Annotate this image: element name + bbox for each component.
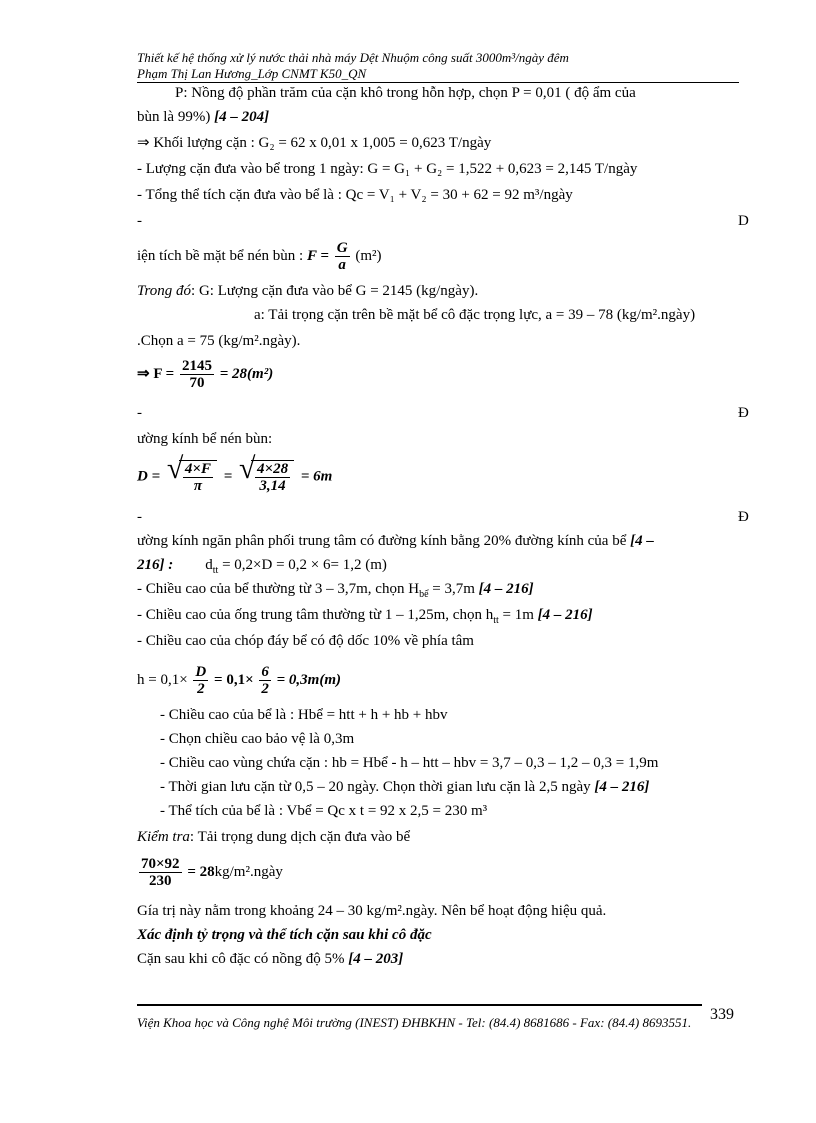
fraction	[259, 664, 271, 697]
denominator: 2	[197, 681, 205, 697]
numerator: G	[336, 240, 348, 256]
formula-symbol: h = 0,1×	[137, 671, 188, 688]
text-line: - Lượng cặn đưa vào bể trong 1 ngày: G = G₁ + G₂ = 1,522 + 0,623 = 2,145 T/ngày	[137, 161, 638, 177]
reference: [4 –	[630, 533, 654, 549]
text-span: iện tích bề mặt bể nén bùn :	[137, 247, 307, 264]
unit: (m²)	[355, 247, 382, 264]
fraction	[193, 664, 208, 697]
denominator: 230	[149, 873, 172, 889]
text-span: d	[205, 557, 213, 573]
text-line	[137, 556, 387, 580]
text-line: - Chọn chiều cao bảo vệ là 0,3m	[160, 731, 355, 747]
page-header	[137, 50, 739, 82]
fraction	[139, 856, 182, 889]
header-author: Phạm Thị Lan Hương_Lớp CNMT K50_QN	[137, 66, 367, 81]
equals: = 0,1×	[214, 671, 254, 688]
text-span: - Chiều cao của ống trung tâm thường từ 1 – 1,25m, chọn h	[137, 607, 494, 623]
text-line	[137, 532, 654, 550]
fraction	[183, 461, 213, 494]
result: = 28	[187, 863, 215, 880]
text-span: - Thời gian lưu cặn từ 0,5 – 20 ngày. Chọn thời gian lưu cặn là 2,5 ngày	[160, 779, 595, 795]
result: = 6m	[300, 468, 333, 485]
text-line: ường kính bể nén bùn:	[137, 431, 273, 447]
fraction	[335, 240, 350, 273]
label: Kiểm tra	[137, 829, 190, 845]
subscript: tt	[212, 565, 219, 576]
formula-area	[137, 664, 341, 697]
text-span: Cặn sau khi cô đặc có nồng độ 5%	[137, 951, 349, 967]
text-line: a: Tải trọng cặn trên bề mặt bể cô đặc trọng lực, a = 39 – 78 (kg/m².ngày)	[254, 307, 696, 323]
wrapped-letter: D	[738, 213, 749, 229]
text-line: - Chiều cao của chóp đáy bể có độ dốc 10% về phía tâm	[137, 633, 474, 649]
denominator: π	[193, 478, 203, 494]
denominator: 3,14	[259, 478, 286, 494]
equals: =	[223, 468, 233, 485]
formula-symbol: ⇒ F =	[137, 365, 175, 382]
wrapped-letter: Đ	[738, 405, 749, 421]
footer-rule	[137, 1004, 702, 1006]
formula-symbol: D =	[137, 468, 161, 485]
denominator: 2	[261, 681, 269, 697]
result: = 28(m²)	[219, 365, 274, 382]
square-root	[166, 452, 217, 494]
reference: 216] :	[137, 557, 174, 573]
subscript: tt	[493, 615, 499, 626]
reference: [4 – 204]	[214, 109, 270, 125]
header-title: Thiết kế hệ thống xử lý nước thải nhà máy Dệt Nhuộm công suất 3000m³/ngày đêm	[137, 50, 569, 65]
text-line	[137, 580, 534, 604]
radical-icon: √	[239, 452, 256, 485]
formula-area	[137, 452, 333, 494]
text-line	[137, 828, 410, 846]
text-line	[137, 950, 403, 968]
numerator: 4×28	[257, 461, 289, 477]
formula-area	[137, 240, 381, 273]
page-number: 339	[710, 1006, 734, 1023]
denominator: a	[338, 257, 346, 273]
text-span: : G: Lượng cặn đưa vào bể G = 2145 (kg/ngày).	[191, 283, 479, 299]
fraction	[255, 461, 290, 494]
dash: -	[137, 509, 142, 525]
reference: [4 – 216]	[478, 581, 534, 597]
text-span: - Chiều cao của bể thường từ 3 – 3,7m, chọn H	[137, 581, 420, 597]
wrapped-letter: Đ	[738, 509, 749, 525]
denominator: 70	[189, 375, 205, 391]
numerator: 6	[261, 664, 269, 680]
subscript: bể	[419, 589, 429, 600]
formula-area	[137, 358, 273, 391]
text-line	[137, 282, 478, 300]
formula-symbol: F =	[306, 247, 329, 264]
page-footer: Viện Khoa học và Công nghệ Môi trường (INEST) ĐHBKHN - Tel: (84.4) 8681686 - Fax: (84.4) 8693551.	[137, 1015, 692, 1030]
unit: kg/m².ngày	[214, 863, 283, 880]
radical-icon: √	[166, 452, 184, 485]
text-line: - Thể tích của bể là : Vbể = Qc x t = 92 x 2,5 = 230 m³	[160, 803, 488, 819]
section-heading: Xác định tỷ trọng và thể tích cặn sau khi cô đặc	[137, 927, 432, 943]
text-span: bùn là 99%)	[137, 109, 215, 125]
text-span: = 3,7m	[428, 581, 479, 597]
label: Trong đó	[137, 283, 192, 299]
reference: [4 – 216]	[537, 607, 593, 623]
numerator: 4×F	[184, 461, 211, 477]
text-line: .Chọn a = 75 (kg/m².ngày).	[137, 333, 301, 349]
text-line	[160, 778, 649, 796]
result: = 0,3m(m)	[276, 671, 341, 688]
numerator: 70×92	[141, 856, 180, 872]
square-root	[239, 452, 294, 494]
text-line: Gía trị này nằm trong khoảng 24 – 30 kg/m².ngày. Nên bể hoạt động hiệu quả.	[137, 903, 607, 919]
formula-area	[137, 856, 283, 889]
text-span: ường kính ngăn phân phối trung tâm có đường kính bằng 20% đường kính của bể	[137, 533, 631, 549]
text-line: - Chiều cao của bể là : Hbể = htt + h + hb + hbv	[160, 707, 448, 723]
text-line	[137, 108, 269, 126]
text-span: : Tải trọng dung dịch cặn đưa vào bể	[189, 829, 411, 845]
text-line	[137, 606, 593, 630]
dash: -	[137, 405, 142, 421]
text-line: - Tổng thể tích cặn đưa vào bể là : Qc = V₁ + V₂ = 30 + 62 = 92 m³/ngày	[137, 187, 573, 203]
fraction	[180, 358, 214, 391]
header-rule	[137, 82, 739, 83]
text-span: = 0,2×D = 0,2 × 6= 1,2 (m)	[218, 557, 387, 573]
text-span: = 1m	[498, 607, 538, 623]
dash: -	[137, 213, 142, 229]
text-line: ⇒ Khối lượng cặn : G₂ = 62 x 0,01 x 1,005 = 0,623 T/ngày	[137, 135, 492, 151]
text-line: P: Nồng độ phần trăm của cặn khô trong hỗn hợp, chọn P = 0,01 ( độ ẩm của	[175, 85, 636, 101]
reference: [4 – 203]	[348, 951, 404, 967]
text-line: - Chiều cao vùng chứa cặn : hb = Hbể - h – htt – hbv = 3,7 – 0,3 – 1,2 – 0,3 = 1,9m	[160, 755, 659, 771]
reference: [4 – 216]	[594, 779, 650, 795]
numerator: 2145	[181, 358, 212, 374]
numerator: D	[195, 664, 207, 680]
